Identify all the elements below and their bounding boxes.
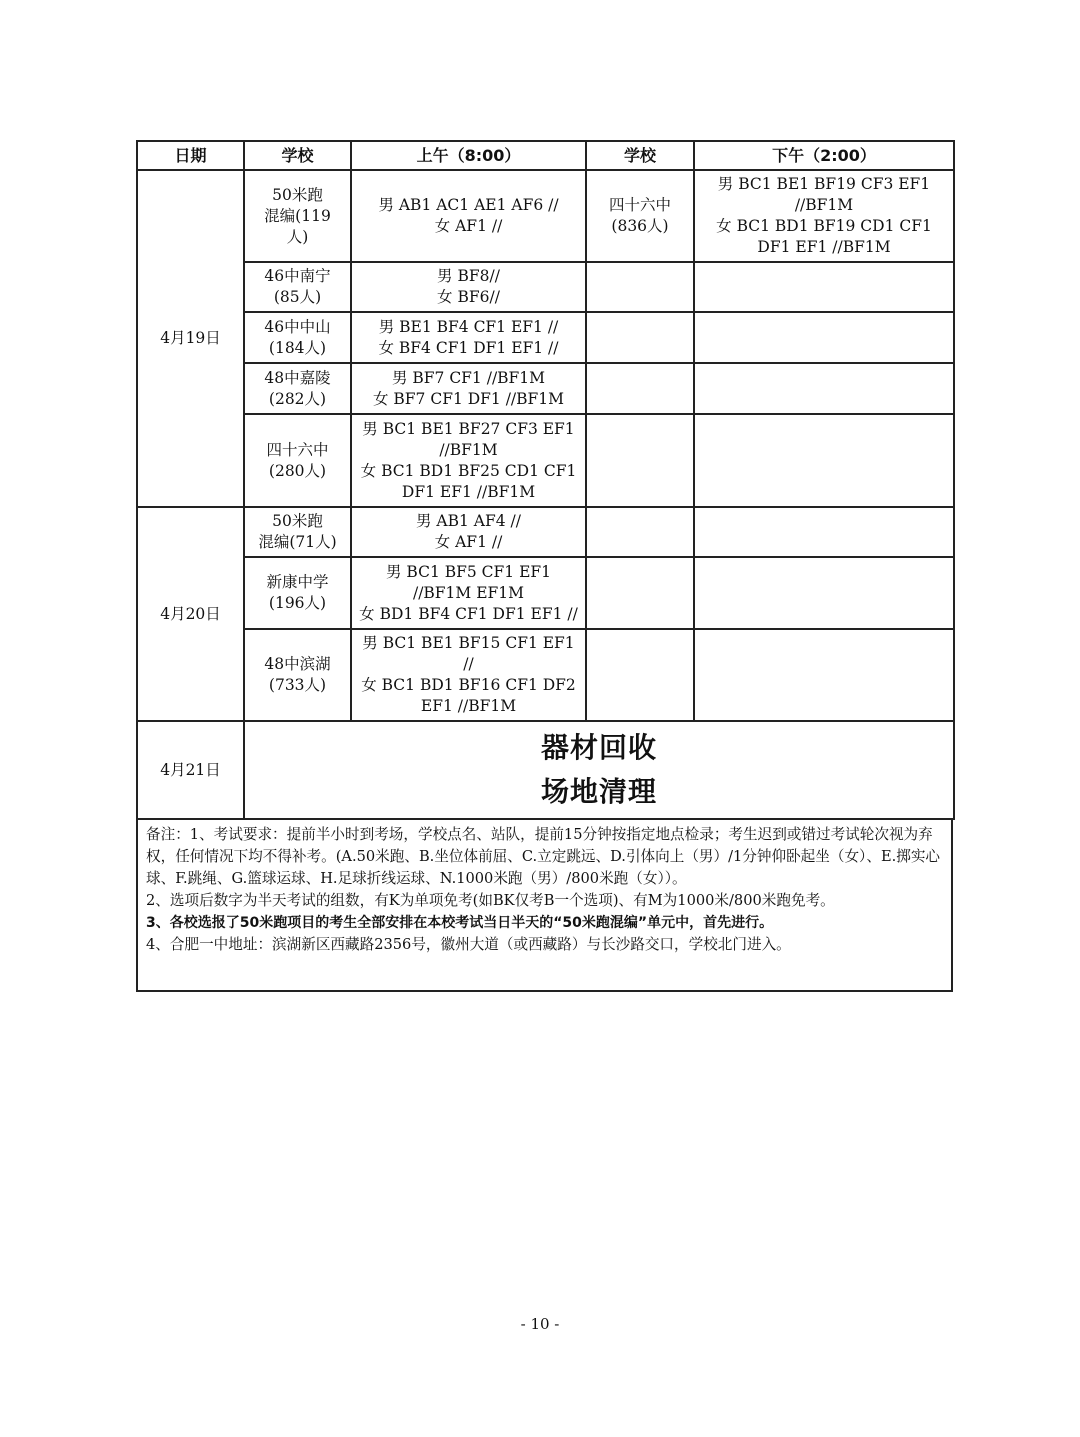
- morning-line: 女 BF4 CF1 DF1 EF1 //: [378, 338, 559, 357]
- table-row: [137, 262, 954, 312]
- school-cell: [244, 312, 351, 363]
- school-line: 新康中学: [266, 573, 329, 591]
- table-row: [137, 629, 954, 721]
- table-row: [137, 363, 954, 414]
- empty-cell: [694, 629, 954, 721]
- morning-line: 男 BF8//: [437, 267, 500, 285]
- morning-cell: [351, 507, 586, 557]
- school-line: (836人): [611, 217, 669, 235]
- morning-line: 女 BD1 BF4 CF1 DF1 EF1 //: [359, 604, 578, 623]
- morning-line: 男 BE1 BF4 CF1 EF1 //: [378, 317, 559, 336]
- date-cell: 4月21日: [137, 721, 244, 819]
- exam-schedule-table: [136, 140, 955, 820]
- morning-line: 女 BF6//: [437, 288, 500, 306]
- morning-line: //BF1M: [439, 440, 498, 459]
- header-school-am: 学校: [244, 141, 351, 170]
- table-row: [137, 312, 954, 363]
- school-cell: [244, 507, 351, 557]
- school-line: 50米跑: [272, 512, 323, 530]
- morning-cell: [351, 262, 586, 312]
- empty-cell: [586, 262, 694, 312]
- school-line: 混编(71人): [258, 533, 337, 551]
- page-number: - 10 -: [520, 1315, 560, 1333]
- morning-line: //BF1M EF1M: [412, 583, 525, 602]
- school-line: 48中嘉陵: [264, 368, 331, 387]
- afternoon-line: 男 BC1 BE1 BF19 CF3 EF1: [717, 175, 931, 193]
- empty-cell: [694, 363, 954, 414]
- school-line: 四十六中: [266, 440, 329, 459]
- note-1: 备注：1、考试要求：提前半小时到考场，学校点名、站队，提前15分钟按指定地点检录；考生迟到或错过考试轮次视为弃权，任何情况下均不得补考。(A.50米跑、B.坐位体前屈、C.立定跳远、D.引体向上（男）/1分钟仰卧起坐（女）、E.掷实心球、F.跳绳、G.篮球运球、H.足球折线运球、N.1000米跑（男）/800米跑（女））。: [146, 826, 941, 887]
- afternoon-line: DF1 EF1 //BF1M: [757, 238, 891, 256]
- empty-cell: [694, 312, 954, 363]
- empty-cell: [586, 312, 694, 363]
- morning-line: EF1 //BF1M: [420, 697, 517, 715]
- empty-cell: [586, 507, 694, 557]
- school-cell: [244, 170, 351, 262]
- morning-cell: [351, 414, 586, 507]
- empty-cell: [586, 363, 694, 414]
- morning-line: 女 BC1 BD1 BF16 CF1 DF2: [361, 676, 576, 694]
- empty-cell: [586, 629, 694, 721]
- cleanup-line: 场地清理: [540, 775, 657, 808]
- school-cell: [244, 363, 351, 414]
- morning-line: 男 BF7 CF1 //BF1M: [391, 368, 546, 387]
- empty-cell: [694, 557, 954, 629]
- morning-cell: [351, 363, 586, 414]
- table-row: [137, 507, 954, 557]
- morning-line: 女 AF1 //: [434, 217, 503, 235]
- morning-line: //: [463, 655, 474, 673]
- morning-line: 女 AF1 //: [434, 533, 503, 551]
- table-row: [137, 414, 954, 507]
- date-cell: 4月19日: [137, 170, 244, 507]
- morning-cell: [351, 629, 586, 721]
- school-cell: [244, 262, 351, 312]
- note-4: 4、合肥一中地址：滨湖新区西藏路2356号，徽州大道（或西藏路）与长沙路交口，学校北门进入。: [146, 936, 791, 953]
- note-2: 2、选项后数字为半天考试的组数，有K为单项免考(如BK仅考B一个选项)、有M为1000米/800米跑免考。: [146, 892, 835, 909]
- morning-line: 男 BC1 BF5 CF1 EF1: [385, 562, 552, 581]
- empty-cell: [694, 262, 954, 312]
- school-line: 50米跑: [272, 185, 323, 204]
- cleanup-cell: [244, 721, 954, 819]
- morning-cell: [351, 312, 586, 363]
- empty-cell: [586, 557, 694, 629]
- school-line: (85人): [273, 288, 322, 306]
- morning-line: 女 BC1 BD1 BF25 CD1 CF1: [360, 461, 577, 480]
- header-date: 日期: [137, 141, 244, 170]
- school-cell: [244, 414, 351, 507]
- afternoon-line: //BF1M: [794, 196, 854, 214]
- empty-cell: [586, 414, 694, 507]
- school-line: (280人): [268, 461, 327, 480]
- school-line: 混编(119: [264, 206, 331, 225]
- school-line: (282人): [268, 389, 327, 408]
- header-school-pm: 学校: [586, 141, 694, 170]
- school-line: (196人): [268, 594, 327, 612]
- morning-line: DF1 EF1 //BF1M: [401, 482, 536, 501]
- school-line: 人): [286, 227, 309, 246]
- cleanup-line: 器材回收: [540, 731, 657, 764]
- notes-box: [136, 818, 953, 992]
- morning-line: 女 BF7 CF1 DF1 //BF1M: [372, 389, 565, 408]
- school-line: (733人): [268, 676, 327, 694]
- morning-cell: [351, 170, 586, 262]
- school-cell: [244, 629, 351, 721]
- morning-line: 男 BC1 BE1 BF15 CF1 EF1: [362, 634, 575, 652]
- note-3: 3、各校选报了50米跑项目的考生全部安排在本校考试当日半天的“50米跑混编”单元中，首先进行。: [146, 915, 774, 931]
- header-afternoon: 下午（2:00）: [694, 141, 954, 170]
- table-row: [137, 721, 954, 819]
- header-morning: 上午（8:00）: [351, 141, 586, 170]
- school-line: 46中中山: [264, 317, 331, 336]
- afternoon-cell: [694, 170, 954, 262]
- date-cell: 4月20日: [137, 507, 244, 721]
- school-line: 48中滨湖: [264, 655, 331, 673]
- school-cell: [244, 557, 351, 629]
- school-line: (184人): [268, 338, 327, 357]
- morning-line: 男 AB1 AF4 //: [416, 512, 521, 530]
- afternoon-line: 女 BC1 BD1 BF19 CD1 CF1: [716, 217, 932, 235]
- morning-cell: [351, 557, 586, 629]
- table-row: [137, 170, 954, 262]
- empty-cell: [694, 507, 954, 557]
- morning-line: 男 BC1 BE1 BF27 CF3 EF1: [362, 419, 575, 438]
- table-row: [137, 557, 954, 629]
- header-row: [137, 141, 954, 170]
- school-line: 四十六中: [608, 196, 671, 214]
- empty-cell: [694, 414, 954, 507]
- school-line: 46中南宁: [264, 267, 331, 285]
- morning-line: 男 AB1 AC1 AE1 AF6 //: [378, 196, 559, 214]
- afternoon-school-cell: [586, 170, 694, 262]
